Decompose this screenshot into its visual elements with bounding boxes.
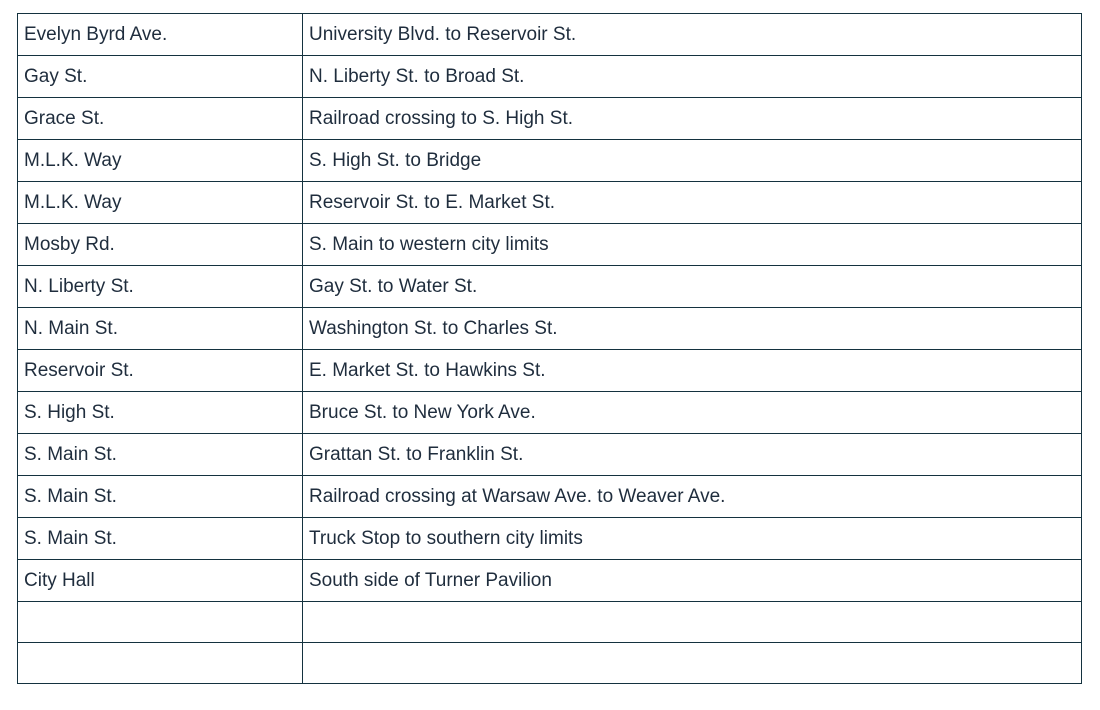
segment-cell: Gay St. to Water St. [303,266,1082,308]
segment-cell: Railroad crossing to S. High St. [303,98,1082,140]
table-row [18,224,1082,266]
table-row [18,476,1082,518]
street-cell: Mosby Rd. [18,224,303,266]
segment-cell: Grattan St. to Franklin St. [303,434,1082,476]
segment-cell: S. Main to western city limits [303,224,1082,266]
street-cell: N. Liberty St. [18,266,303,308]
street-cell: S. High St. [18,392,303,434]
table-row-empty [18,602,1082,643]
table-body [18,14,1082,684]
segment-cell: Washington St. to Charles St. [303,308,1082,350]
street-cell: Gay St. [18,56,303,98]
table-row [18,14,1082,56]
segment-cell: Truck Stop to southern city limits [303,518,1082,560]
street-cell: Evelyn Byrd Ave. [18,14,303,56]
street-cell: S. Main St. [18,518,303,560]
street-cell [18,602,303,643]
street-cell [18,643,303,684]
street-cell: Grace St. [18,98,303,140]
segment-cell: Reservoir St. to E. Market St. [303,182,1082,224]
street-cell: City Hall [18,560,303,602]
table-row [18,266,1082,308]
table-row [18,98,1082,140]
table-row [18,560,1082,602]
segment-cell: South side of Turner Pavilion [303,560,1082,602]
table-row-empty [18,643,1082,684]
table-row [18,308,1082,350]
segment-cell: S. High St. to Bridge [303,140,1082,182]
segment-cell: Railroad crossing at Warsaw Ave. to Weaver Ave. [303,476,1082,518]
street-cell: M.L.K. Way [18,182,303,224]
street-cell: N. Main St. [18,308,303,350]
street-segments-table-container [17,13,1081,684]
table-row [18,182,1082,224]
segment-cell: E. Market St. to Hawkins St. [303,350,1082,392]
segment-cell [303,643,1082,684]
table-row [18,434,1082,476]
street-cell: S. Main St. [18,476,303,518]
street-cell: M.L.K. Way [18,140,303,182]
segment-cell: N. Liberty St. to Broad St. [303,56,1082,98]
street-cell: Reservoir St. [18,350,303,392]
street-cell: S. Main St. [18,434,303,476]
segment-cell: Bruce St. to New York Ave. [303,392,1082,434]
street-segments-table [17,13,1082,684]
table-row [18,350,1082,392]
table-row [18,392,1082,434]
segment-cell [303,602,1082,643]
segment-cell: University Blvd. to Reservoir St. [303,14,1082,56]
table-row [18,140,1082,182]
table-row [18,56,1082,98]
table-row [18,518,1082,560]
